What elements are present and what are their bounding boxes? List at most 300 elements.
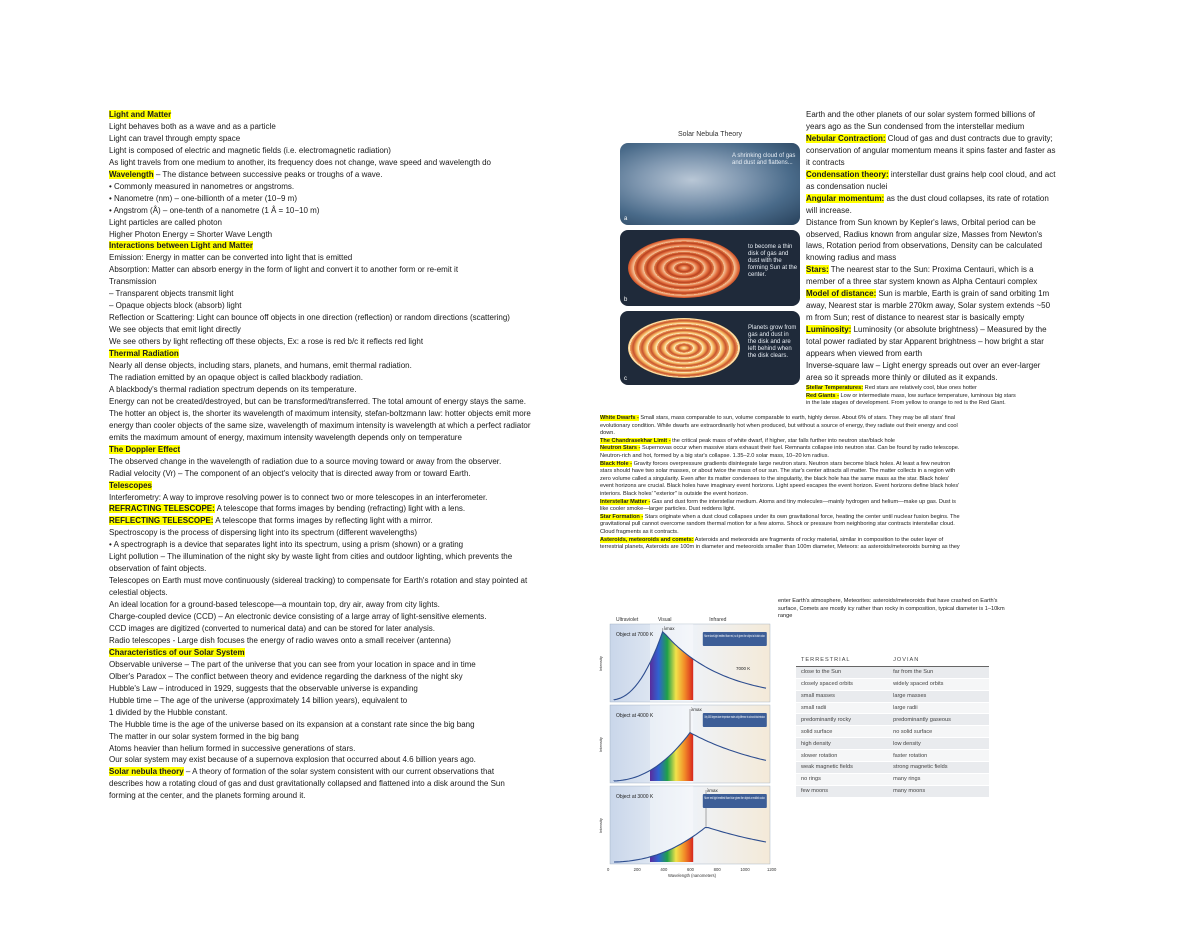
line-text: forming at the center, and the planets forming around it. (109, 791, 306, 801)
line-text: area so it spreads more thinly or diluted as it expands. (806, 372, 998, 382)
line-text: A blackbody's thermal radiation spectrum depends on its temperature. (109, 384, 357, 394)
line-text: down. (600, 430, 615, 437)
line-text: appears when viewed from earth (806, 349, 923, 359)
y-axis-label: Intensity (598, 656, 603, 671)
line-text: like cooler smoke—larger particles. Dust reddens light. (600, 506, 736, 513)
table-row (796, 714, 989, 726)
line-text: – Transparent objects transmit light (109, 289, 234, 299)
x-tick-label: 600 (687, 867, 694, 872)
line-text: The observed change in the wavelength of radiation due to a source moving toward or away from the observer. (109, 456, 502, 466)
line-text: Energy can not be created/destroyed, but can be transformed/transferred. The total amount of energy stays the same. (109, 396, 526, 406)
line-text: Higher Photon Energy = Shorter Wave Length (109, 229, 273, 239)
line-text: Absorption: Matter can absorb energy in the form of light and convert it to another form or re-emit it (109, 265, 459, 275)
text-line (109, 575, 595, 587)
highlighted-heading: The Doppler Effect (109, 444, 181, 454)
x-tick-label: 0 (607, 867, 610, 872)
text-line (806, 181, 1076, 193)
text-line (109, 444, 595, 456)
line-text: – The distance between successive peaks or troughs of a wave. (153, 169, 383, 179)
object-temperature-label: Object at 7000 K (616, 632, 654, 638)
text-line (806, 157, 1076, 169)
line-text: event horizons are crucial. Black holes have imaginary event horizons. Light speed escapes the event horizon. Event horizons define black holes' (600, 483, 960, 490)
highlighted-heading: Characteristics of our Solar System (109, 647, 245, 657)
line-text: away, Nearest star is marble 270km away, Solar system extends ~50 (806, 301, 1051, 311)
highlighted-heading: Model of distance: (806, 289, 877, 299)
line-text: Earth and the other planets of our solar system formed billions of (806, 110, 1036, 119)
nebula-disk-c (628, 318, 740, 378)
jovian-cell: many moons (888, 785, 989, 797)
terrestrial-cell: small radii (796, 702, 888, 714)
text-line (109, 372, 595, 384)
line-text: Sun is marble, Earth is grain of sand orbiting 1m (876, 289, 1050, 299)
text-line (109, 240, 595, 252)
line-text: The Hubble time is the age of the universe based on its expansion at a constant rate since the big bang (109, 719, 475, 729)
terrestrial-cell: slower rotation (796, 750, 888, 762)
line-text: gravitational pull cannot overcome random thermal motion for a few atoms. Shock or pressure from neighboring star contracts interstellar cloud. (600, 521, 955, 528)
text-line (109, 659, 595, 671)
text-line (600, 445, 1100, 453)
text-line (806, 385, 1096, 393)
line-text: conservation of angular momentum means it spins faster and faster as (806, 145, 1056, 155)
text-line (109, 743, 595, 755)
text-line (109, 432, 595, 444)
text-line (806, 360, 1076, 372)
text-line (806, 336, 1076, 348)
line-text: – Opaque objects block (absorb) light (109, 301, 242, 311)
highlighted-heading: Nebular Contraction: (806, 133, 886, 143)
text-line (109, 205, 595, 217)
x-tick-label: 1000 (740, 867, 750, 872)
highlighted-heading: White Dwarfs - (600, 415, 639, 421)
jovian-cell: predominantly gaseous (888, 714, 989, 726)
line-text: Supernovas occur when massive stars exhaust their fuel. Remnants collapse into neutron star. Can be found by radio telescope. (640, 445, 960, 452)
text-line (600, 537, 1100, 545)
x-tick-label: 800 (713, 867, 721, 872)
line-text: zero volume called a singularity. Even after its matter condenses to the singularity, the black hole has the same mass as the star. Black holes' (600, 475, 950, 482)
terrestrial-cell: weak magnetic fields (796, 762, 888, 774)
text-line (109, 527, 595, 539)
text-line (109, 276, 595, 288)
table-row (796, 738, 989, 750)
x-tick-label: 200 (633, 867, 641, 872)
text-line (109, 695, 595, 707)
text-line (109, 145, 595, 157)
line-text: total power radiated by star Apparent brightness – how bright a star (806, 337, 1044, 347)
text-line (109, 324, 595, 336)
jovian-cell: low density (888, 738, 989, 750)
text-line (806, 400, 1096, 408)
highlighted-heading: Condensation theory: (806, 169, 889, 179)
lambda-max-label: λmax (691, 707, 702, 712)
text-line: enter Earth's atmosphere, Meteorites: asteroids/meteoroids that have crashed on Earth's (778, 598, 998, 604)
line-text: Gas and dust form the interstellar medium. Atoms and tiny molecules—mainly hydrogen and helium—make up gas. Dust is (650, 498, 956, 505)
line-text: • Commonly measured in nanometres or angstroms. (109, 181, 295, 191)
text-line (109, 790, 595, 802)
line-text: Asteroids and meteoroids are fragments of rocky material, similar in composition to the outer layer of (693, 536, 944, 543)
text-line (806, 252, 1076, 264)
text-line (109, 587, 595, 599)
highlighted-heading: Interactions between Light and Matter (109, 241, 254, 251)
text-line (109, 396, 595, 408)
line-text: knowing radius and mass (806, 253, 897, 263)
text-line (806, 121, 1076, 133)
line-text: Olber's Paradox – The conflict between theory and evidence regarding the darkness of the night sky (109, 671, 463, 681)
line-text: Nearly all dense objects, including stars, planets, and humans, emit thermal radiation. (109, 361, 412, 371)
highlighted-heading: Wavelength (109, 169, 154, 179)
band-label: Infrared (709, 617, 727, 623)
text-line (109, 312, 595, 324)
line-text: Reflection or Scattering: Light can bounce off objects in one direction (reflection) or random directions (scattering) (109, 313, 510, 323)
line-text: Red stars are relatively cool, blue ones hotter (863, 385, 977, 391)
terrestrial-jovian-table (796, 655, 989, 798)
text-line (109, 766, 595, 778)
text-line (600, 506, 1100, 514)
text-line (806, 109, 1076, 121)
highlighted-heading: Red Giants - (806, 392, 839, 399)
line-text: Spectroscopy is the process of dispersing light into its spectrum (different wavelengths) (109, 528, 417, 538)
line-text: Hubble time – The age of the universe (approximately 14 billion years), equivalent to (109, 695, 408, 705)
line-text: Small stars, mass comparable to sun, volume comparable to earth, highly dense. About 6% of stars. They may be all stars' final (638, 415, 956, 421)
line-text: • A spectrograph is a device that separates light into its spectrum, using a prism (shown) or a grating (109, 540, 464, 550)
line-text: interstellar dust grains help cool cloud, and act (888, 169, 1056, 179)
text-line (806, 372, 1076, 384)
object-temperature-label: Object at 3000 K (616, 794, 654, 800)
line-text: The matter in our solar system formed in the big bang (109, 731, 299, 741)
text-line (109, 503, 595, 515)
line-text: CCD images are digitized (converted to numerical data) and can be stored for later analysis. (109, 623, 435, 633)
highlighted-heading: Stellar Temperatures: (806, 385, 864, 391)
line-text: Inverse-square law – Light energy spreads out over an ever-larger (806, 361, 1041, 371)
text-line (806, 264, 1076, 276)
text-line (109, 336, 595, 348)
y-axis-label: Intensity (598, 737, 603, 752)
text-line (806, 145, 1076, 157)
panel-label-b: b (624, 297, 628, 303)
text-line (600, 476, 1100, 484)
line-text: Distance from Sun known by Kepler's laws, Orbital period can be (806, 217, 1036, 227)
text-line (109, 300, 595, 312)
line-text: Light can travel through empty space (109, 133, 241, 143)
highlighted-heading: Solar nebula theory (109, 767, 184, 777)
lambda-max-label: λmax (663, 626, 675, 631)
line-text: The hotter an object is, the shorter its wavelength of maximum intensity, stefan-boltzmann law: hotter objects emit more (109, 408, 531, 418)
highlighted-heading: REFLECTING TELESCOPE: (109, 516, 214, 526)
text-line (109, 623, 595, 635)
highlighted-heading: Interstellar Matter - (600, 498, 651, 505)
line-text: Light particles are called photon (109, 217, 222, 227)
solar-nebula-figure (620, 131, 800, 399)
text-line (806, 288, 1076, 300)
table-row (796, 762, 989, 774)
asteroids-tail-notes (778, 598, 1078, 621)
lambda-max-label: λmax (707, 788, 718, 793)
jovian-cell: widely spaced orbits (888, 678, 989, 690)
line-text: Emission: Energy in matter can be converted into light that is emitted (109, 253, 353, 263)
text-line (109, 468, 595, 480)
text-line (109, 492, 595, 504)
text-line (806, 217, 1076, 229)
line-text: • Angstrom (Å) – one-tenth of a nanometre (1 Å = 10−10 m) (109, 205, 320, 215)
highlighted-heading: Telescopes (109, 480, 152, 490)
line-text: 1 divided by the Hubble constant. (109, 707, 228, 717)
line-text: Transmission (109, 277, 157, 287)
text-line (109, 671, 595, 683)
line-text: We see objects that emit light directly (109, 325, 241, 335)
text-line (109, 456, 595, 468)
text-line (806, 348, 1076, 360)
jovian-cell: far from the Sun (888, 666, 989, 678)
terrestrial-cell: small masses (796, 690, 888, 702)
text-line (600, 514, 1100, 522)
text-line (109, 611, 595, 623)
text-line (109, 264, 595, 276)
line-text: observation of faint objects. (109, 564, 207, 574)
jovian-cell: no solid surface (888, 726, 989, 738)
nebula-caption-a: A shrinking cloud of gas and dust and flattens... (732, 153, 796, 166)
terrestrial-cell: few moons (796, 785, 888, 797)
text-line (600, 483, 1100, 491)
text-line (109, 707, 595, 719)
blackbody-svg (596, 614, 776, 880)
terrestrial-cell: close to the Sun (796, 666, 888, 678)
line-text: stars should have two solar masses, or about twice the mass of our sun. The star's center attracts all matter. The matter collects in a region with (600, 468, 956, 475)
x-tick-label: 1200 (767, 867, 777, 872)
table-row (796, 750, 989, 762)
text-line (806, 276, 1076, 288)
line-text: Radial velocity (Vr) – The component of an object's velocity that is directed away from or toward Earth. (109, 468, 471, 478)
x-tick-label: 400 (660, 867, 668, 872)
nebula-panel-b (620, 230, 800, 306)
text-line (600, 415, 1100, 423)
line-text: Luminosity (or absolute brightness) – Measured by the (851, 325, 1047, 335)
terrestrial-cell: high density (796, 738, 888, 750)
line-text: will increase. (806, 205, 852, 215)
line-text: Radio telescopes - Large dish focuses the energy of radio waves onto a small receiver (antenna) (109, 635, 451, 645)
line-text: evolutionary condition. While dwarfs are extraordinarily hot when produced, but without a source of energy, they radiate out their energy and cool (600, 422, 958, 429)
text-line (109, 384, 595, 396)
line-text: Light pollution – The illumination of the night sky by waste light from cities and outdoor lighting, which prevents the (109, 552, 513, 562)
right-small-notes (806, 385, 1096, 408)
panel-label-a: a (624, 216, 628, 222)
text-line (600, 491, 1100, 499)
text-line (806, 229, 1076, 241)
text-line (109, 169, 595, 181)
highlighted-heading: Asteroids, meteoroids and comets: (600, 536, 694, 543)
terrestrial-cell: closely spaced orbits (796, 678, 888, 690)
text-line (109, 217, 595, 229)
line-text: as the dust cloud collapses, its rate of rotation (884, 193, 1049, 203)
note-text: More short-light emitted than red, so it gives the object a bluish color. (704, 634, 766, 638)
text-line (109, 229, 595, 241)
line-text: emits the maximum amount of energy, maximum intensity wavelength depends only on temperature (109, 432, 462, 442)
table-row (796, 726, 989, 738)
text-line (109, 109, 595, 121)
line-text: An ideal location for a ground-based telescope—a mountain top, dry air, away from city lights. (109, 600, 440, 610)
text-line (600, 499, 1100, 507)
nebula-caption-c: Planets grow from gas and dust in the disk and are left behind when the disk clears. (748, 325, 797, 359)
text-line (109, 719, 595, 731)
text-line (806, 193, 1076, 205)
text-line (109, 563, 595, 575)
text-line (109, 754, 595, 766)
note-text: Only 3000 degrees lower temperature makes a big difference in color and total emission. (704, 715, 766, 719)
table-row (796, 773, 989, 785)
highlighted-heading: Luminosity: (806, 325, 852, 335)
text-line (109, 360, 595, 372)
highlighted-heading: REFRACTING TELESCOPE: (109, 504, 215, 514)
line-text: The nearest star to the Sun: Proxima Centauri, which is a (828, 265, 1034, 275)
line-text: Telescopes on Earth must move continuously (sidereal tracking) to compensate for Earth's rotation and stay pointed at (109, 576, 528, 586)
table-row (796, 690, 989, 702)
text-line (109, 157, 595, 169)
text-line (109, 408, 595, 420)
line-text: member of a three star system known as Alpha Centauri complex (806, 277, 1038, 287)
line-text: Observable universe – The part of the universe that you can see from your location in space and in time (109, 659, 476, 669)
text-line (806, 324, 1076, 336)
band-label: Ultraviolet (616, 617, 639, 623)
line-text: The radiation emitted by an opaque object is called blackbody radiation. (109, 372, 363, 382)
text-line (109, 539, 595, 551)
highlighted-heading: Thermal Radiation (109, 349, 179, 359)
blackbody-spectrum-figure (596, 614, 776, 880)
line-text: Charge-coupled device (CCD) – An electronic device consisting of a large array of light-sensitive elements. (109, 612, 487, 622)
line-text: terrestrial planets, Asteroids are 100m in diameter and meteoroids smaller than 100m diameter, Meteors: as asteroids/meteoroids burning as they (600, 544, 960, 551)
highlighted-heading: Light and Matter (109, 110, 172, 119)
text-line (109, 420, 595, 432)
line-text: years ago as the Sun condensed from the interstellar medium (806, 121, 1025, 131)
text-line (600, 544, 1100, 552)
line-text: energy than cooler objects of the same size, wavelength of maximum intensity is wavelength at which a perfect radiator (109, 420, 531, 430)
text-line (109, 778, 595, 790)
text-line (109, 348, 595, 360)
panel-label-c: c (624, 376, 627, 382)
text-line (109, 647, 595, 659)
text-line (109, 288, 595, 300)
terrestrial-cell: no rings (796, 773, 888, 785)
solar-nebula-title: Solar Nebula Theory (677, 131, 743, 138)
table-header-terrestrial: TERRESTRIAL (796, 655, 888, 666)
object-temperature-label: Object at 4000 K (616, 713, 654, 719)
text-line (109, 133, 595, 145)
text-line (600, 438, 1100, 446)
line-text: Interferometry: A way to improve resolving power is to connect two or more telescopes in an interferometer. (109, 492, 488, 502)
line-text: Light is composed of electric and magnetic fields (i.e. electromagnetic radiation) (109, 145, 391, 155)
jovian-cell: faster rotation (888, 750, 989, 762)
text-line (109, 599, 595, 611)
line-text: • Nanometre (nm) – one-billionth of a meter (10−9 m) (109, 193, 297, 203)
nebula-panel-c (620, 311, 800, 385)
text-line (600, 468, 1100, 476)
text-line (109, 480, 595, 492)
highlighted-heading: Black Hole - (600, 460, 633, 467)
nebula-disk-b (628, 238, 740, 298)
line-text: As light travels from one medium to another, its frequency does not change, wave speed and wavelength do (109, 157, 492, 167)
highlighted-heading: Stars: (806, 265, 829, 275)
text-line (109, 121, 595, 133)
line-text: observed, Radius known from angular size, Masses from Newton's (806, 229, 1043, 239)
line-text: Stars originate when a dust cloud collapses under its own gravitational force, heating the center until nuclear fusion begins. The (643, 513, 960, 520)
star-types-notes (600, 415, 1100, 552)
text-line (806, 205, 1076, 217)
text-line (109, 731, 595, 743)
nebula-panel-a (620, 143, 800, 225)
jovian-cell: strong magnetic fields (888, 762, 989, 774)
line-text: Light behaves both as a wave and as a particle (109, 121, 276, 131)
text-line (109, 252, 595, 264)
text-line (806, 393, 1096, 401)
text-line (109, 551, 595, 563)
table-header-row (796, 655, 989, 666)
terrestrial-cell: predominantly rocky (796, 714, 888, 726)
line-text: celestial objects. (109, 588, 168, 598)
line-text: the critical peak mass of white dwarf, if higher, star falls further into neutron star/black hole (670, 437, 896, 444)
text-line (600, 521, 1100, 529)
nebula-caption-b: to become a thin disk of gas and dust with the forming Sun at the center. (748, 244, 798, 278)
text-line (600, 529, 1100, 537)
x-axis-label: Wavelength (nanometers) (668, 873, 717, 878)
text-line (109, 683, 595, 695)
text-line (600, 461, 1100, 469)
line-text: We see others by light reflecting off these objects, Ex: a rose is red b/c it reflects red light (109, 337, 424, 347)
text-line (806, 312, 1076, 324)
line-text: describes how a rotating cloud of gas and dust gravitationally collapsed and flattened into a disk around the Sun (109, 779, 505, 789)
line-text: Neutron-rich and hot, formed by a big star's collapse. 1.35–2.0 solar mass, 10–20 km radius. (600, 452, 829, 459)
text-line (109, 635, 595, 647)
line-text: Cloud of gas and dust contracts due to gravity; (885, 133, 1053, 143)
line-text: interiors. Black holes' "exterior" is outside the event horizon. (600, 490, 749, 497)
band-label: Visual (658, 617, 672, 623)
line-text: Gravity forces overpressure gradients disintegrate large neutron stars. Neutron stars become black holes. At least a few neutron (632, 460, 951, 467)
line-text: m from Sun; rest of distance to nearest star is basically empty (806, 313, 1025, 323)
jovian-cell: large radii (888, 702, 989, 714)
text-line (600, 430, 1100, 438)
text-line: surface, Comets are mostly icy rather than rocky in composition, typical diameter is 1–10km (778, 605, 1005, 612)
text-line (600, 423, 1100, 431)
line-text: Atoms heavier than helium formed in successive generations of stars. (109, 743, 356, 753)
line-text: laws, Rotation period from observations, Density can be calculated (806, 241, 1043, 251)
text-line (109, 515, 595, 527)
table-row (796, 666, 989, 678)
line-text: A telescope that forms images by bending (refracting) light with a lens. (214, 504, 466, 514)
highlighted-heading: Star Formation - (600, 513, 644, 520)
highlighted-heading: Neutron Stars - (600, 445, 641, 452)
line-text: as condensation nuclei (806, 181, 888, 191)
highlighted-heading: The Chandrasekhar Limit - (600, 437, 671, 444)
text-line: range (778, 613, 793, 620)
jovian-cell: many rings (888, 773, 989, 785)
text-line (109, 181, 595, 193)
line-text: in the late stages of development. From yellow to orange to red is the Red Giant. (806, 400, 1006, 407)
text-line (806, 240, 1076, 252)
highlighted-heading: Angular momentum: (806, 193, 885, 203)
text-line (109, 193, 595, 205)
line-text: Low or intermediate mass, low surface temperature, luminous big stars (838, 392, 1016, 399)
line-text: it contracts (806, 157, 845, 167)
line-text: Cloud fragments as it contracts. (600, 528, 679, 535)
curve-temperature-label: 7000 K (736, 666, 751, 671)
text-line (806, 300, 1076, 312)
table-row (796, 678, 989, 690)
right-notes-column (806, 109, 1076, 384)
text-line (600, 453, 1100, 461)
left-notes-column (109, 109, 595, 802)
text-line (806, 133, 1076, 145)
note-text: More red light emitted than blue gives the object a reddish color. (704, 796, 766, 800)
line-text: Hubble's Law – introduced in 1929, suggests that the observable universe is expanding (109, 683, 418, 693)
table-header-jovian: JOVIAN (888, 655, 989, 666)
line-text: A telescope that forms images by reflecting light with a mirror. (213, 516, 433, 526)
text-line (806, 169, 1076, 181)
